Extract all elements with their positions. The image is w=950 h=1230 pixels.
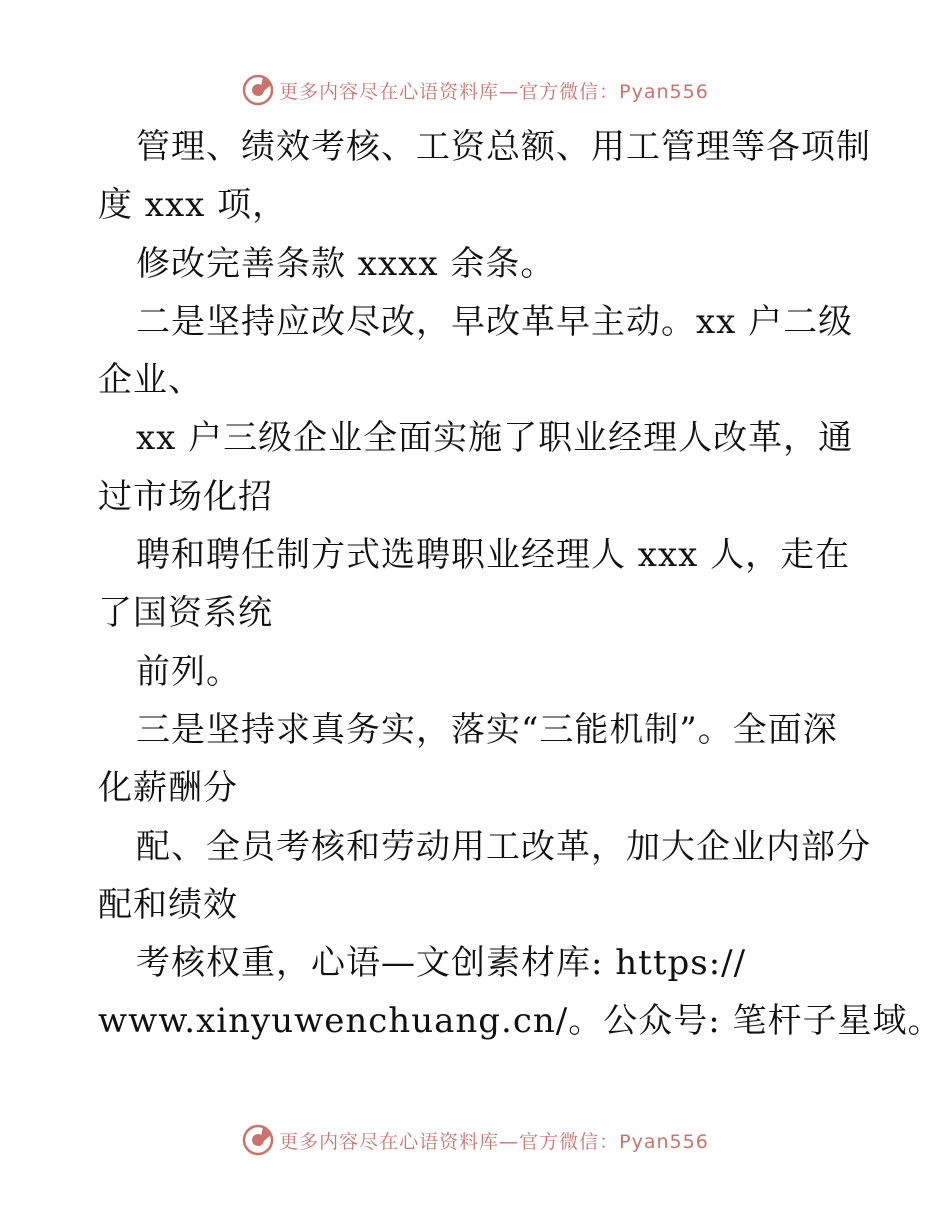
text-line: 配、全员考核和劳动用工改革，加大企业内部分 bbox=[136, 826, 871, 867]
text-line: www.xinyuwenchuang.cn/。公众号: 笔杆子星域。 bbox=[98, 1001, 943, 1042]
text-line: 度 xxx 项， bbox=[98, 185, 288, 226]
logo-icon bbox=[241, 1123, 275, 1157]
text-line: 聘和聘任制方式选聘职业经理人 xxx 人，走在 bbox=[136, 535, 851, 576]
text-line: 配和绩效 bbox=[98, 884, 238, 925]
watermark-text: 更多内容尽在心语资料库—官方微信：Pyan556 bbox=[279, 1130, 709, 1153]
text-line: 前列。 bbox=[136, 651, 241, 692]
header-watermark bbox=[0, 70, 950, 110]
text-line: 考核权重，心语—文创素材库: https:// bbox=[136, 943, 747, 984]
logo-icon bbox=[241, 73, 275, 107]
text-line: 了国资系统 bbox=[98, 593, 273, 634]
footer-watermark bbox=[0, 1120, 950, 1160]
text-line: xx 户三级企业全面实施了职业经理人改革，通 bbox=[136, 418, 854, 459]
text-line: 三是坚持求真务实，落实“三能机制”。全面深 bbox=[136, 709, 838, 750]
text-line: 化薪酬分 bbox=[98, 768, 238, 809]
text-line: 管理、绩效考核、工资总额、用工管理等各项制 bbox=[136, 127, 871, 167]
text-line: 修改完善条款 xxxx 余条。 bbox=[136, 243, 556, 284]
document-body bbox=[98, 118, 943, 1051]
text-line: 企业、 bbox=[98, 360, 203, 401]
watermark-text: 更多内容尽在心语资料库—官方微信：Pyan556 bbox=[279, 80, 709, 103]
text-line: 二是坚持应改尽改，早改革早主动。xx 户二级 bbox=[136, 301, 854, 342]
text-line: 过市场化招 bbox=[98, 476, 273, 517]
